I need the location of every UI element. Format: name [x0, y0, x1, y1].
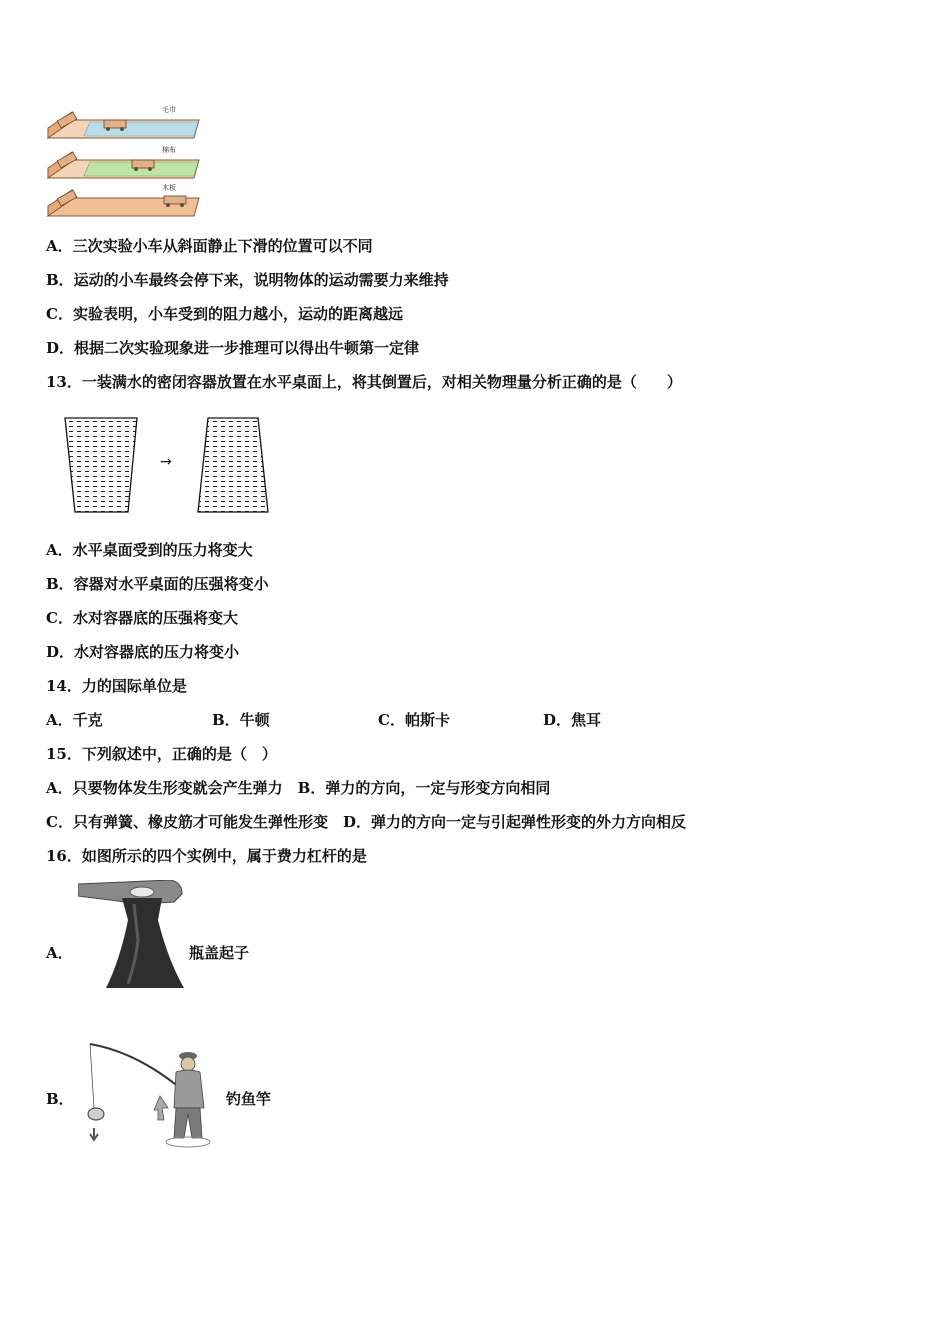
q13-option-a: A．水平桌面受到的压力将变大: [46, 541, 253, 559]
container-figure: [60, 414, 280, 518]
q16-b-label: B．: [46, 1090, 74, 1108]
ramp-cotton: [48, 145, 199, 178]
q13-option-d: D．水对容器底的压力将变小: [46, 643, 240, 661]
q13-option-c: C．水对容器底的压强将变大: [46, 609, 238, 627]
q12-option-b: B．运动的小车最终会停下来，说明物体的运动需要力来维持: [46, 271, 449, 289]
q15-stem: 15．下列叙述中，正确的是（ ）: [46, 745, 277, 763]
q13-stem: 13．一装满水的密闭容器放置在水平桌面上，将其倒置后，对相关物理量分析正确的是（ ）: [46, 373, 682, 391]
bottle-opener-image: [78, 880, 188, 992]
label-wood: 木板: [162, 184, 176, 192]
ramp-wood: [48, 183, 199, 216]
q16-a-caption: 瓶盖起子: [189, 944, 250, 962]
q12-option-d: D．根据二次实验现象进一步推理可以得出牛顿第一定律: [46, 339, 420, 357]
q12-option-a: A．三次实验小车从斜面静止下滑的位置可以不同: [46, 237, 373, 255]
q16-b-caption: 钓鱼竿: [226, 1090, 272, 1108]
container-inverted: [198, 418, 268, 512]
q16-stem: 16．如图所示的四个实例中，属于费力杠杆的是: [46, 847, 367, 865]
q14-option-b: B．牛顿: [212, 711, 270, 729]
q13-option-b: B．容器对水平桌面的压强将变小: [46, 575, 269, 593]
arrow-icon: →: [160, 454, 172, 470]
q12-option-c: C．实验表明，小车受到的阻力越小，运动的距离越远: [46, 305, 403, 323]
q16-a-label: A．: [46, 944, 73, 962]
q14-option-a: A．千克: [46, 711, 103, 729]
q15-options-row1: A．只要物体发生形变就会产生弹力 B．弹力的方向，一定与形变方向相同: [46, 779, 551, 797]
label-towel: 毛巾: [162, 106, 176, 114]
q14-stem: 14．力的国际单位是: [46, 677, 187, 695]
container-upright: [65, 418, 137, 512]
fishing-rod-image: [76, 1038, 226, 1156]
label-cotton: 棉布: [162, 146, 176, 154]
inclined-plane-figure: [44, 100, 204, 220]
ramp-towel: [48, 105, 199, 138]
q14-option-c: C．帕斯卡: [378, 711, 450, 729]
q15-options-row2: C．只有弹簧、橡皮筋才可能发生弹性形变 D．弹力的方向一定与引起弹性形变的外力方向相反: [46, 813, 686, 831]
q14-option-d: D．焦耳: [543, 711, 602, 729]
